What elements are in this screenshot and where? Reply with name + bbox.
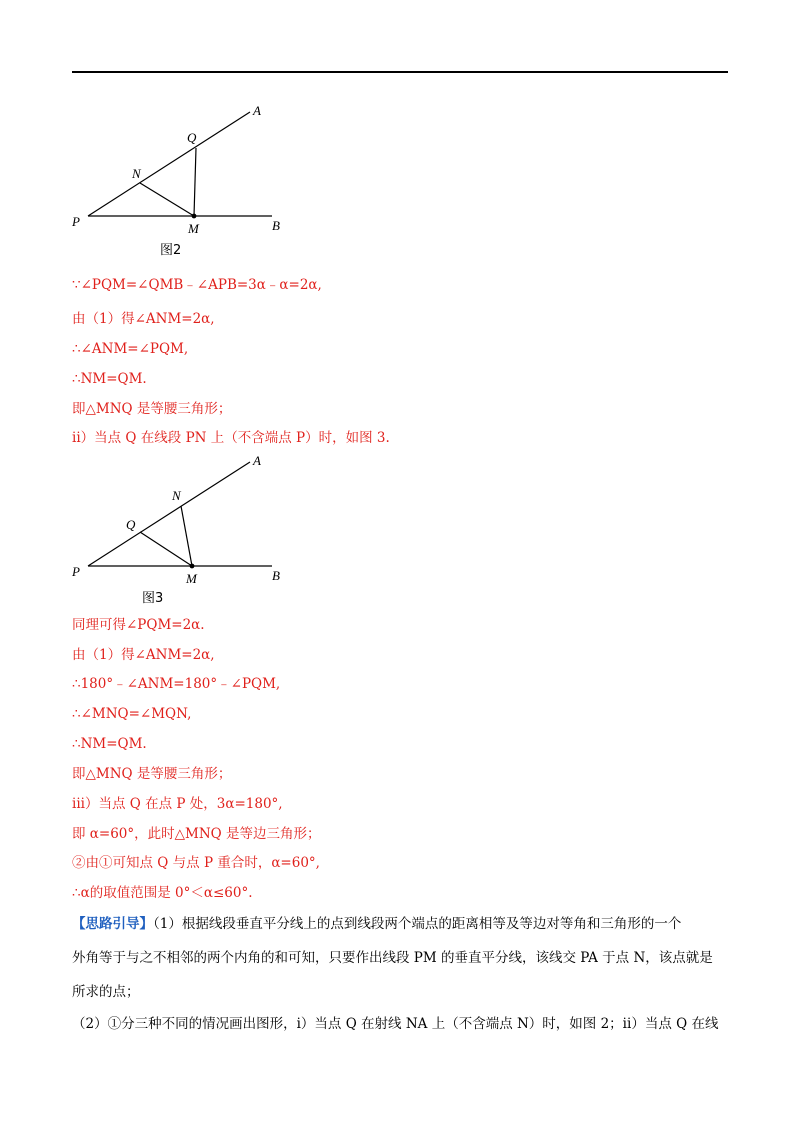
solution-line-2: 由（1）得∠ANM=2α,	[72, 311, 215, 327]
label-q: Q	[187, 130, 197, 145]
solution-line-13: iii）当点 Q 在点 P 处，3α=180°,	[72, 796, 283, 812]
solution-line-1: ∵∠PQM=∠QMB﹣∠APB=3α﹣α=2α,	[72, 277, 322, 293]
hint-text-1: （1）根据线段垂直平分线上的点到线段两个端点的距离相等及等边对等角和三角形的一个	[153, 916, 682, 932]
header-rule	[72, 71, 728, 73]
label-m: M	[186, 571, 197, 586]
solution-line-15: ②由①可知点 Q 与点 P 重合时，α=60°,	[72, 855, 320, 871]
solution-line-6: ii）当点 Q 在线段 PN 上（不含端点 P）时，如图 3.	[72, 430, 390, 446]
hint-line-2: 外角等于与之不相邻的两个内角的和可知，只要作出线段 PM 的垂直平分线，该线交 PA 于点 N，该点就是	[72, 950, 713, 966]
figure-2-caption: 图2	[160, 243, 182, 258]
solution-line-4: ∴NM=QM.	[72, 371, 147, 387]
figure-3	[60, 450, 300, 590]
hint-line-3: 所求的点；	[72, 984, 140, 1000]
label-n: N	[172, 488, 181, 503]
point-m	[190, 564, 195, 569]
label-a: A	[253, 453, 261, 468]
solution-line-5: 即△MNQ 是等腰三角形；	[72, 401, 232, 417]
segment-qm	[194, 148, 196, 216]
label-b: B	[272, 568, 280, 583]
solution-line-10: ∴∠MNQ=∠MQN,	[72, 706, 192, 722]
hint-line-1	[72, 915, 681, 933]
point-m	[192, 214, 197, 219]
solution-line-3: ∴∠ANM=∠PQM,	[72, 341, 189, 357]
solution-line-16: ∴α的取值范围是 0°＜α≤60°.	[72, 885, 253, 901]
segment-qm	[140, 532, 192, 566]
label-m: M	[188, 221, 199, 236]
hint-line-4: （2）①分三种不同的情况画出图形，i）当点 Q 在射线 NA 上（不含端点 N）时，如图 2；ii）当点 Q 在线	[72, 1016, 719, 1032]
solution-line-14: 即 α=60°，此时△MNQ 是等边三角形；	[72, 826, 321, 842]
figure-2-diagram	[60, 95, 300, 245]
solution-line-11: ∴NM=QM.	[72, 736, 147, 752]
solution-line-12: 即△MNQ 是等腰三角形；	[72, 766, 232, 782]
solution-line-7: 同理可得∠PQM=2α.	[72, 617, 205, 633]
segment-nm	[140, 183, 194, 216]
solution-line-8: 由（1）得∠ANM=2α,	[72, 647, 215, 663]
figure-2	[60, 95, 300, 245]
solution-line-9: ∴180°﹣∠ANM=180°﹣∠PQM,	[72, 676, 281, 692]
hint-label: 【思路引导】	[72, 916, 153, 932]
label-b: B	[272, 218, 280, 233]
segment-nm	[181, 506, 192, 566]
figure-3-diagram	[60, 450, 300, 590]
figure-3-caption: 图3	[142, 591, 164, 606]
label-a: A	[253, 103, 261, 118]
label-n: N	[132, 166, 141, 181]
label-p: P	[72, 214, 80, 229]
label-p: P	[72, 564, 80, 579]
label-q: Q	[126, 517, 136, 532]
